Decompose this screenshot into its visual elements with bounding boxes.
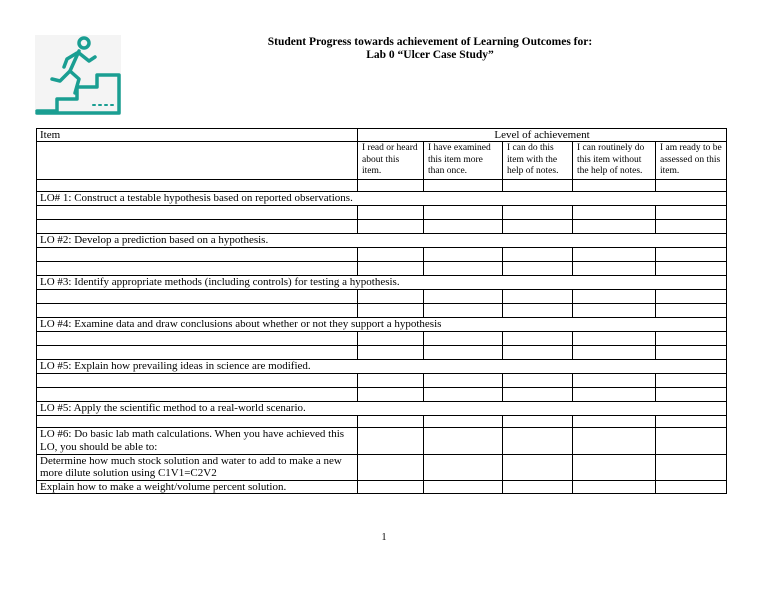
level-3: I can do this item with the help of notes. [503, 142, 573, 180]
progress-table [36, 128, 727, 494]
lo-row [37, 317, 727, 331]
table-row [37, 480, 727, 494]
lo-5: LO #5: Explain how prevailing ideas in science are modified. [37, 359, 727, 373]
logo [35, 35, 121, 115]
lo-row [37, 427, 727, 454]
lo-row [37, 191, 727, 205]
table-row [37, 205, 727, 219]
table-row [37, 303, 727, 317]
table-row [37, 454, 727, 480]
header-row [37, 129, 727, 142]
title-line-1: Student Progress towards achievement of Learning Outcomes for: [267, 36, 593, 48]
header-item: Item [37, 129, 358, 142]
table-row [37, 345, 727, 359]
lo-1: LO# 1: Construct a testable hypothesis based on reported observations. [37, 191, 727, 205]
page-title [160, 36, 700, 62]
table-row [37, 289, 727, 303]
lo-row [37, 401, 727, 415]
levels-row [37, 142, 727, 180]
table-row [37, 261, 727, 275]
person-climbing-stairs-icon [35, 35, 121, 115]
sub-item-2: Explain how to make a weight/volume percent solution. [37, 480, 358, 494]
table-row [37, 387, 727, 401]
page-number: 1 [381, 532, 387, 543]
lo-3: LO #3: Identify appropriate methods (including controls) for testing a hypothesis. [37, 275, 727, 289]
levels-row-empty [37, 142, 358, 180]
lo-row [37, 275, 727, 289]
table-row [37, 331, 727, 345]
table-row [37, 247, 727, 261]
level-1: I read or heard about this item. [358, 142, 424, 180]
lo-4: LO #4: Examine data and draw conclusions about whether or not they support a hypothesis [37, 317, 727, 331]
lo-5b: LO #5: Apply the scientific method to a real-world scenario. [37, 401, 727, 415]
table-row [37, 219, 727, 233]
lo-row [37, 359, 727, 373]
table-row [37, 179, 727, 191]
lo-6: LO #6: Do basic lab math calculations. When you have achieved this LO, you should be able to: [37, 427, 358, 454]
level-2: I have examined this item more than once. [424, 142, 503, 180]
header-level: Level of achievement [358, 129, 727, 142]
lo-2: LO #2: Develop a prediction based on a hypothesis. [37, 233, 727, 247]
level-5: I am ready to be assessed on this item. [656, 142, 727, 180]
level-4: I can routinely do this item without the help of notes. [573, 142, 656, 180]
title-line-2: Lab 0 “Ulcer Case Study” [366, 49, 494, 61]
sub-item-1: Determine how much stock solution and water to add to make a new more dilute solution using C1V1=C2V2 [37, 454, 358, 480]
lo-row [37, 233, 727, 247]
table-row [37, 415, 727, 427]
table-row [37, 373, 727, 387]
